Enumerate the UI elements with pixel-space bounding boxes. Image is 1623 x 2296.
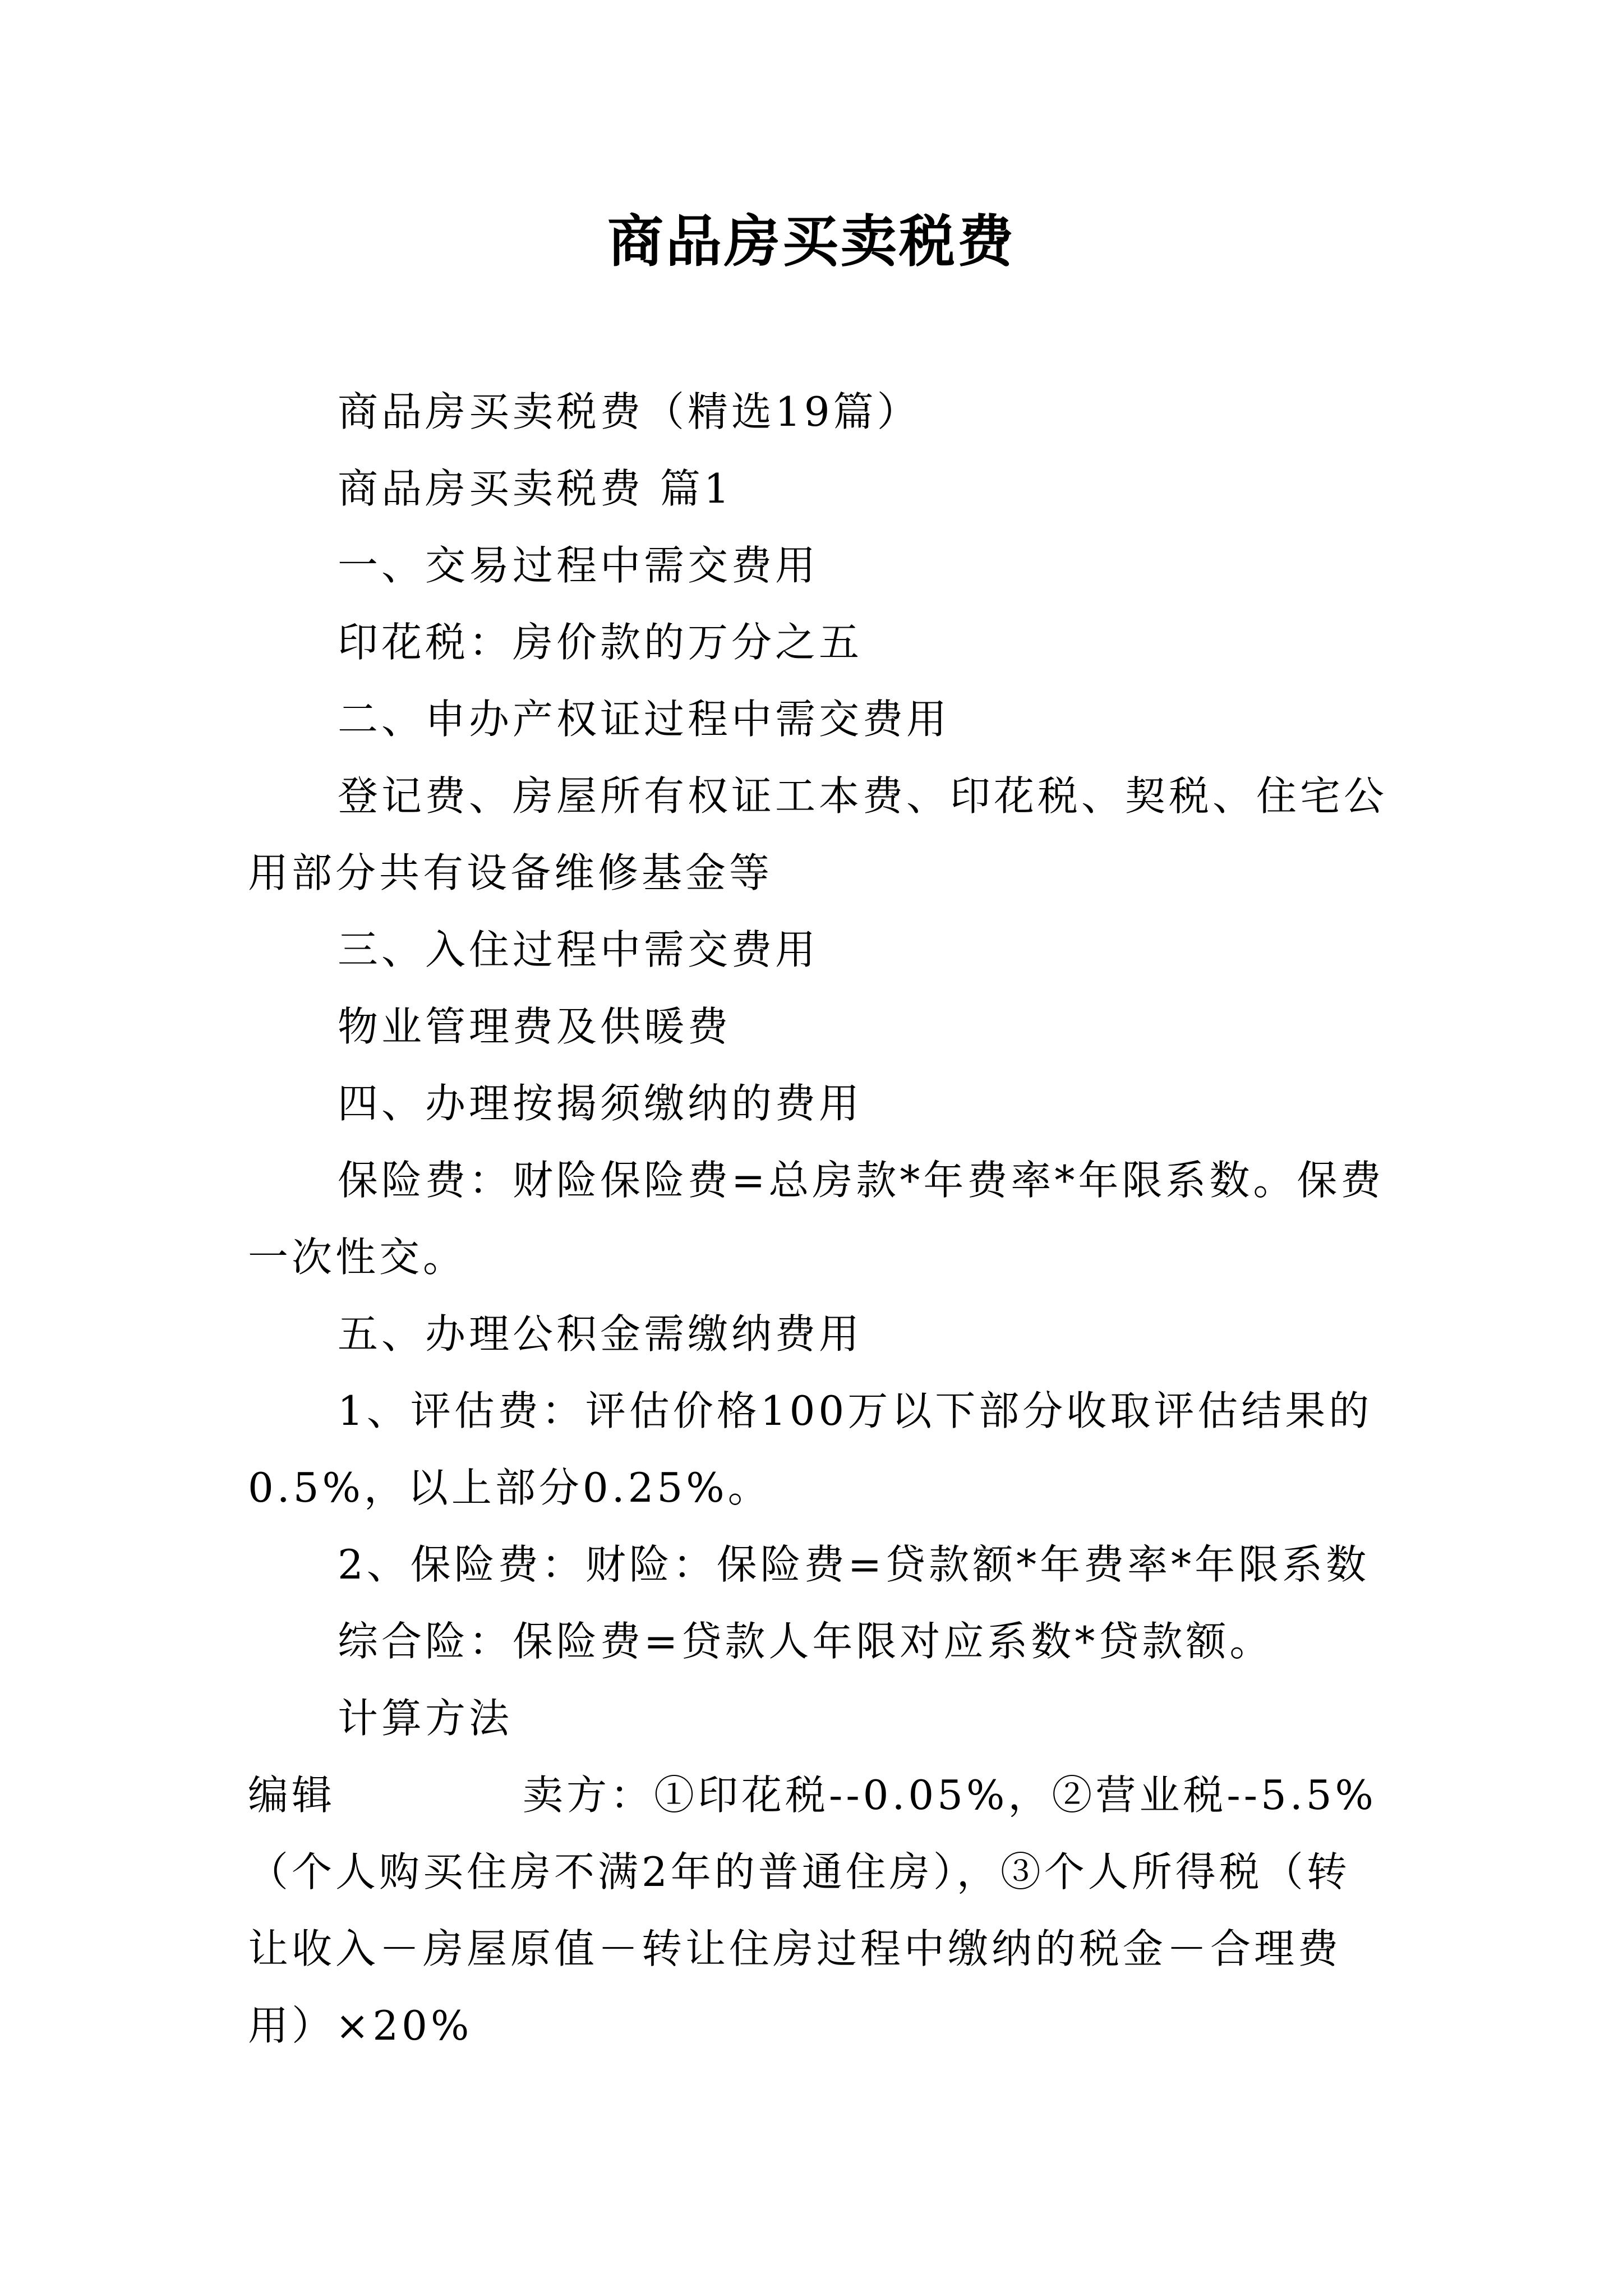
edit-paragraph [248, 1757, 1392, 2064]
edit-paragraph-text: 卖方：①印花税--0.05%，②营业税--5.5%（个人购买住房不满2年的普通住房），③个人所得税（转让收入－房屋原值－转让住房过程中缴纳的税金－合理费用）×20% [248, 1772, 1377, 2049]
document-title: 商品房买卖税费 [607, 208, 1016, 274]
paragraph: 物业管理费及供暖费 [338, 1003, 732, 1050]
paragraph: 五、办理公积金需缴纳费用 [338, 1310, 863, 1358]
paragraph: 综合险：保险费=贷款人年限对应系数*贷款额。 [338, 1618, 1274, 1665]
paragraph: 二、申办产权证过程中需交费用 [338, 696, 951, 743]
document-body [248, 374, 1392, 2064]
paragraph: 三、入住过程中需交费用 [338, 926, 819, 973]
paragraph: 商品房买卖税费（精选19篇） [338, 388, 921, 435]
paragraph: 1、评估费：评估价格100万以下部分收取评估结果的0.5%，以上部分0.25%。 [248, 1387, 1373, 1511]
paragraph: 计算方法 [338, 1695, 513, 1742]
edit-label: 编辑 [248, 1772, 336, 1819]
paragraph: 登记费、房屋所有权证工本费、印花税、契税、住宅公用部分共有设备维修基金等 [248, 772, 1388, 896]
paragraph: 保险费：财险保险费=总房款*年费率*年限系数。保费一次性交。 [248, 1157, 1385, 1281]
paragraph: 2、保险费：财险：保险费=贷款额*年费率*年限系数 [338, 1541, 1370, 1588]
paragraph: 一、交易过程中需交费用 [338, 542, 819, 589]
paragraph: 印花税：房价款的万分之五 [338, 619, 863, 666]
paragraph: 商品房买卖税费 篇1 [338, 465, 733, 512]
paragraph: 四、办理按揭须缴纳的费用 [338, 1080, 863, 1127]
